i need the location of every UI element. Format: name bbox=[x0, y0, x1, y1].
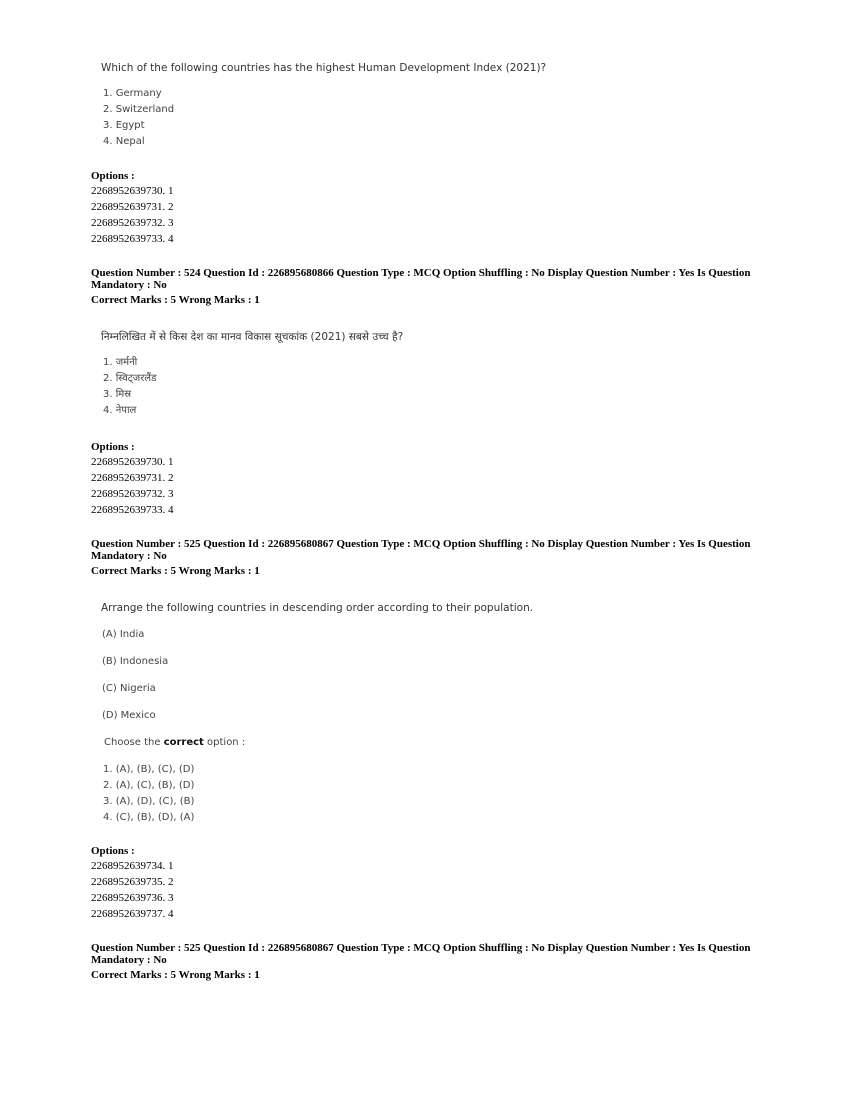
choice-item: 2. (A), (C), (B), (D) bbox=[103, 780, 195, 791]
choice-item: 3. Egypt bbox=[103, 120, 145, 131]
choice-item: 2. Switzerland bbox=[103, 104, 175, 115]
choice-item: 4. नेपाल bbox=[103, 405, 137, 416]
question-text-525: Arrange the following countries in descending order according to their population. bbox=[101, 602, 534, 614]
choose-bold: correct bbox=[163, 737, 204, 748]
option-row: 2268952639730. 1 bbox=[91, 456, 174, 468]
choice-item: 4. Nepal bbox=[103, 136, 145, 147]
statement-item: (A) India bbox=[102, 629, 145, 640]
meta-line: Correct Marks : 5 Wrong Marks : 1 bbox=[91, 294, 260, 306]
options-block-524 bbox=[91, 440, 174, 518]
option-row: 2268952639732. 3 bbox=[91, 217, 174, 229]
question-choices-525 bbox=[103, 762, 194, 826]
meta-line: Mandatory : No bbox=[91, 550, 167, 562]
meta-line: Question Number : 524 Question Id : 226895680866 Question Type : MCQ Option Shuffling : No Display Question Number : Yes Is Question bbox=[91, 267, 751, 279]
meta-line: Correct Marks : 5 Wrong Marks : 1 bbox=[91, 565, 260, 577]
options-title: Options : bbox=[91, 845, 135, 857]
option-row: 2268952639737. 4 bbox=[91, 908, 174, 920]
options-block-523 bbox=[91, 169, 174, 247]
statement-item: (B) Indonesia bbox=[102, 656, 169, 667]
question-choices-523 bbox=[103, 86, 174, 150]
question-choices-524 bbox=[103, 355, 156, 419]
question-text-523: Which of the following countries has the highest Human Development Index (2021)? bbox=[101, 62, 547, 74]
option-row: 2268952639731. 2 bbox=[91, 472, 174, 484]
option-row: 2268952639730. 1 bbox=[91, 185, 174, 197]
statement-item: (D) Mexico bbox=[102, 710, 156, 721]
meta-line: Mandatory : No bbox=[91, 279, 167, 291]
choose-prefix: Choose the bbox=[104, 737, 164, 748]
option-row: 2268952639731. 2 bbox=[91, 201, 174, 213]
meta-line: Question Number : 525 Question Id : 226895680867 Question Type : MCQ Option Shuffling : No Display Question Number : Yes Is Question bbox=[91, 942, 751, 954]
question-meta-525-repeat bbox=[91, 942, 751, 981]
choice-item: 2. स्विट्जरलैंड bbox=[103, 373, 157, 384]
meta-line: Question Number : 525 Question Id : 226895680867 Question Type : MCQ Option Shuffling : No Display Question Number : Yes Is Question bbox=[91, 538, 751, 550]
options-title: Options : bbox=[91, 441, 135, 453]
choice-item: 3. मिस्र bbox=[103, 389, 132, 400]
choose-suffix: option : bbox=[203, 737, 246, 748]
meta-line: Correct Marks : 5 Wrong Marks : 1 bbox=[91, 969, 260, 981]
choice-item: 1. (A), (B), (C), (D) bbox=[103, 764, 195, 775]
choice-item: 1. जर्मनी bbox=[103, 357, 138, 368]
options-title: Options : bbox=[91, 170, 135, 182]
option-row: 2268952639732. 3 bbox=[91, 488, 174, 500]
option-row: 2268952639734. 1 bbox=[91, 860, 174, 872]
choice-item: 3. (A), (D), (C), (B) bbox=[103, 796, 195, 807]
option-row: 2268952639733. 4 bbox=[91, 504, 174, 516]
statement-item: (C) Nigeria bbox=[102, 683, 156, 694]
choose-instruction bbox=[104, 737, 245, 748]
question-text-524: निम्नलिखित में से किस देश का मानव विकास सूचकांक (2021) सबसे उच्च है? bbox=[101, 331, 404, 343]
option-row: 2268952639736. 3 bbox=[91, 892, 174, 904]
option-row: 2268952639733. 4 bbox=[91, 233, 174, 245]
choice-item: 4. (C), (B), (D), (A) bbox=[103, 812, 195, 823]
options-block-525 bbox=[91, 844, 174, 922]
question-meta-525 bbox=[91, 538, 751, 577]
meta-line: Mandatory : No bbox=[91, 954, 167, 966]
choice-item: 1. Germany bbox=[103, 88, 162, 99]
option-row: 2268952639735. 2 bbox=[91, 876, 174, 888]
question-meta-524 bbox=[91, 267, 751, 306]
